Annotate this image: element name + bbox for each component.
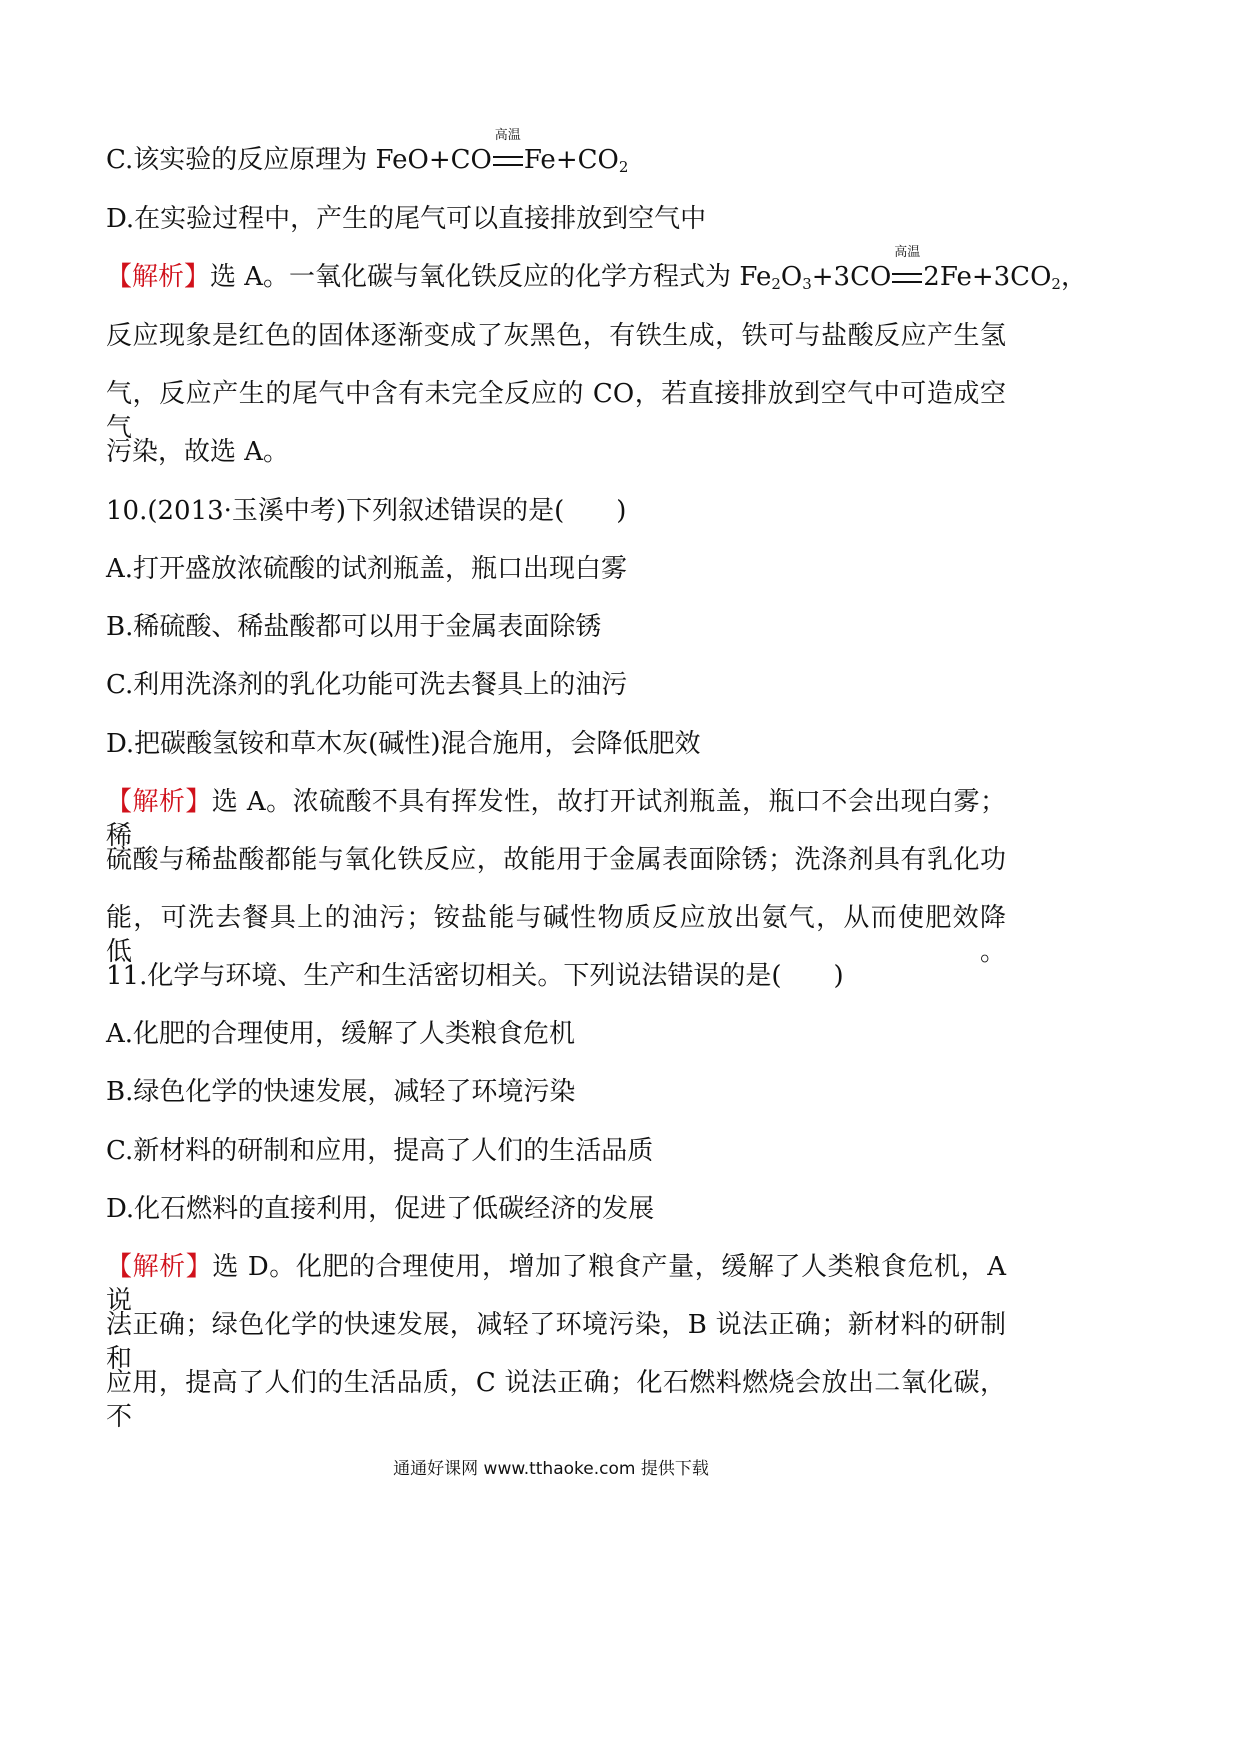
subscript: 2 [1051,275,1061,293]
q9-analysis-text-c: +3CO [811,262,892,292]
q9-analysis-text-b: O [780,262,803,292]
analysis-tag: 【解析】 [106,1252,213,1282]
q10-option-b: B.稀硫酸、稀盐酸都可以用于金属表面除锈 [106,612,602,642]
reaction-condition [891,245,923,294]
q11-analysis-line-2: 法正确；绿色化学的快速发展，减轻了环境污染，B 说法正确；新材料的研制和 [106,1310,1006,1374]
reaction-condition-label: 高温 [894,245,921,260]
q11-option-d: D.化石燃料的直接利用，促进了低碳经济的发展 [106,1194,655,1224]
q11-option-c: C.新材料的研制和应用，提高了人们的生活品质 [106,1136,654,1166]
q11-analysis-text: 选 D。化肥的合理使用，增加了粮食产量，缓解了人类粮食危机，A 说 [106,1252,1006,1316]
q9-option-c-suffix: Fe+CO [523,145,619,175]
analysis-tag: 【解析】 [106,787,212,817]
q9-analysis-line-2: 反应现象是红色的固体逐渐变成了灰黑色，有铁生成，铁可与盐酸反应产生氢 [106,321,1006,351]
q9-option-c [106,128,1006,184]
q9-analysis-text-e: ， [1060,262,1087,292]
q10-option-a: A.打开盛放浓硫酸的试剂瓶盖，瓶口出现白雾 [106,554,628,584]
page-footer: 通通好课网 www.tthaoke.com 提供下载 [393,1459,709,1479]
q10-analysis-text: 选 A。浓硫酸不具有挥发性，故打开试剂瓶盖，瓶口不会出现白雾；稀 [106,787,1006,851]
q9-analysis-line-1 [106,245,1087,301]
q9-option-c-prefix: C.该实验的反应原理为 FeO+CO [106,145,492,175]
q11-analysis-line-3: 应用，提高了人们的生活品质，C 说法正确；化石燃料燃烧会放出二氧化碳，不 [106,1368,1006,1432]
subscript: 2 [618,158,629,176]
q9-analysis-text-a: 选 A。一氧化碳与氧化铁反应的化学方程式为 Fe [210,262,772,292]
subscript: 2 [771,275,781,293]
q10-stem: 10.(2013·玉溪中考)下列叙述错误的是( ) [106,496,627,526]
q9-analysis-text-d: 2Fe+3CO [923,262,1052,292]
analysis-tag: 【解析】 [106,262,211,292]
reaction-condition [492,128,524,177]
q9-option-d: D.在实验过程中，产生的尾气可以直接排放到空气中 [106,204,707,234]
q11-stem: 11.化学与环境、生产和生活密切相关。下列说法错误的是( ) [106,961,844,991]
reaction-condition-label: 高温 [494,128,521,143]
equals-sign [493,156,523,166]
q10-analysis-line-2: 硫酸与稀盐酸都能与氧化铁反应，故能用于金属表面除锈；洗涤剂具有乳化功 [106,845,1006,875]
q11-option-a: A.化肥的合理使用，缓解了人类粮食危机 [106,1019,576,1049]
q10-option-d: D.把碳酸氢铵和草木灰(碱性)混合施用，会降低肥效 [106,729,701,759]
q10-option-c: C.利用洗涤剂的乳化功能可洗去餐具上的油污 [106,670,628,700]
q11-option-b: B.绿色化学的快速发展，减轻了环境污染 [106,1077,576,1107]
subscript: 3 [802,275,812,293]
q9-analysis-line-4: 污染，故选 A。 [106,437,290,467]
equals-sign [892,273,922,283]
q9-analysis-line-3: 气，反应产生的尾气中含有未完全反应的 CO，若直接排放到空气中可造成空气 [106,379,1006,443]
q10-analysis-line-3: 能，可洗去餐具上的油污；铵盐能与碱性物质反应放出氨气，从而使肥效降低。 [106,903,1006,967]
